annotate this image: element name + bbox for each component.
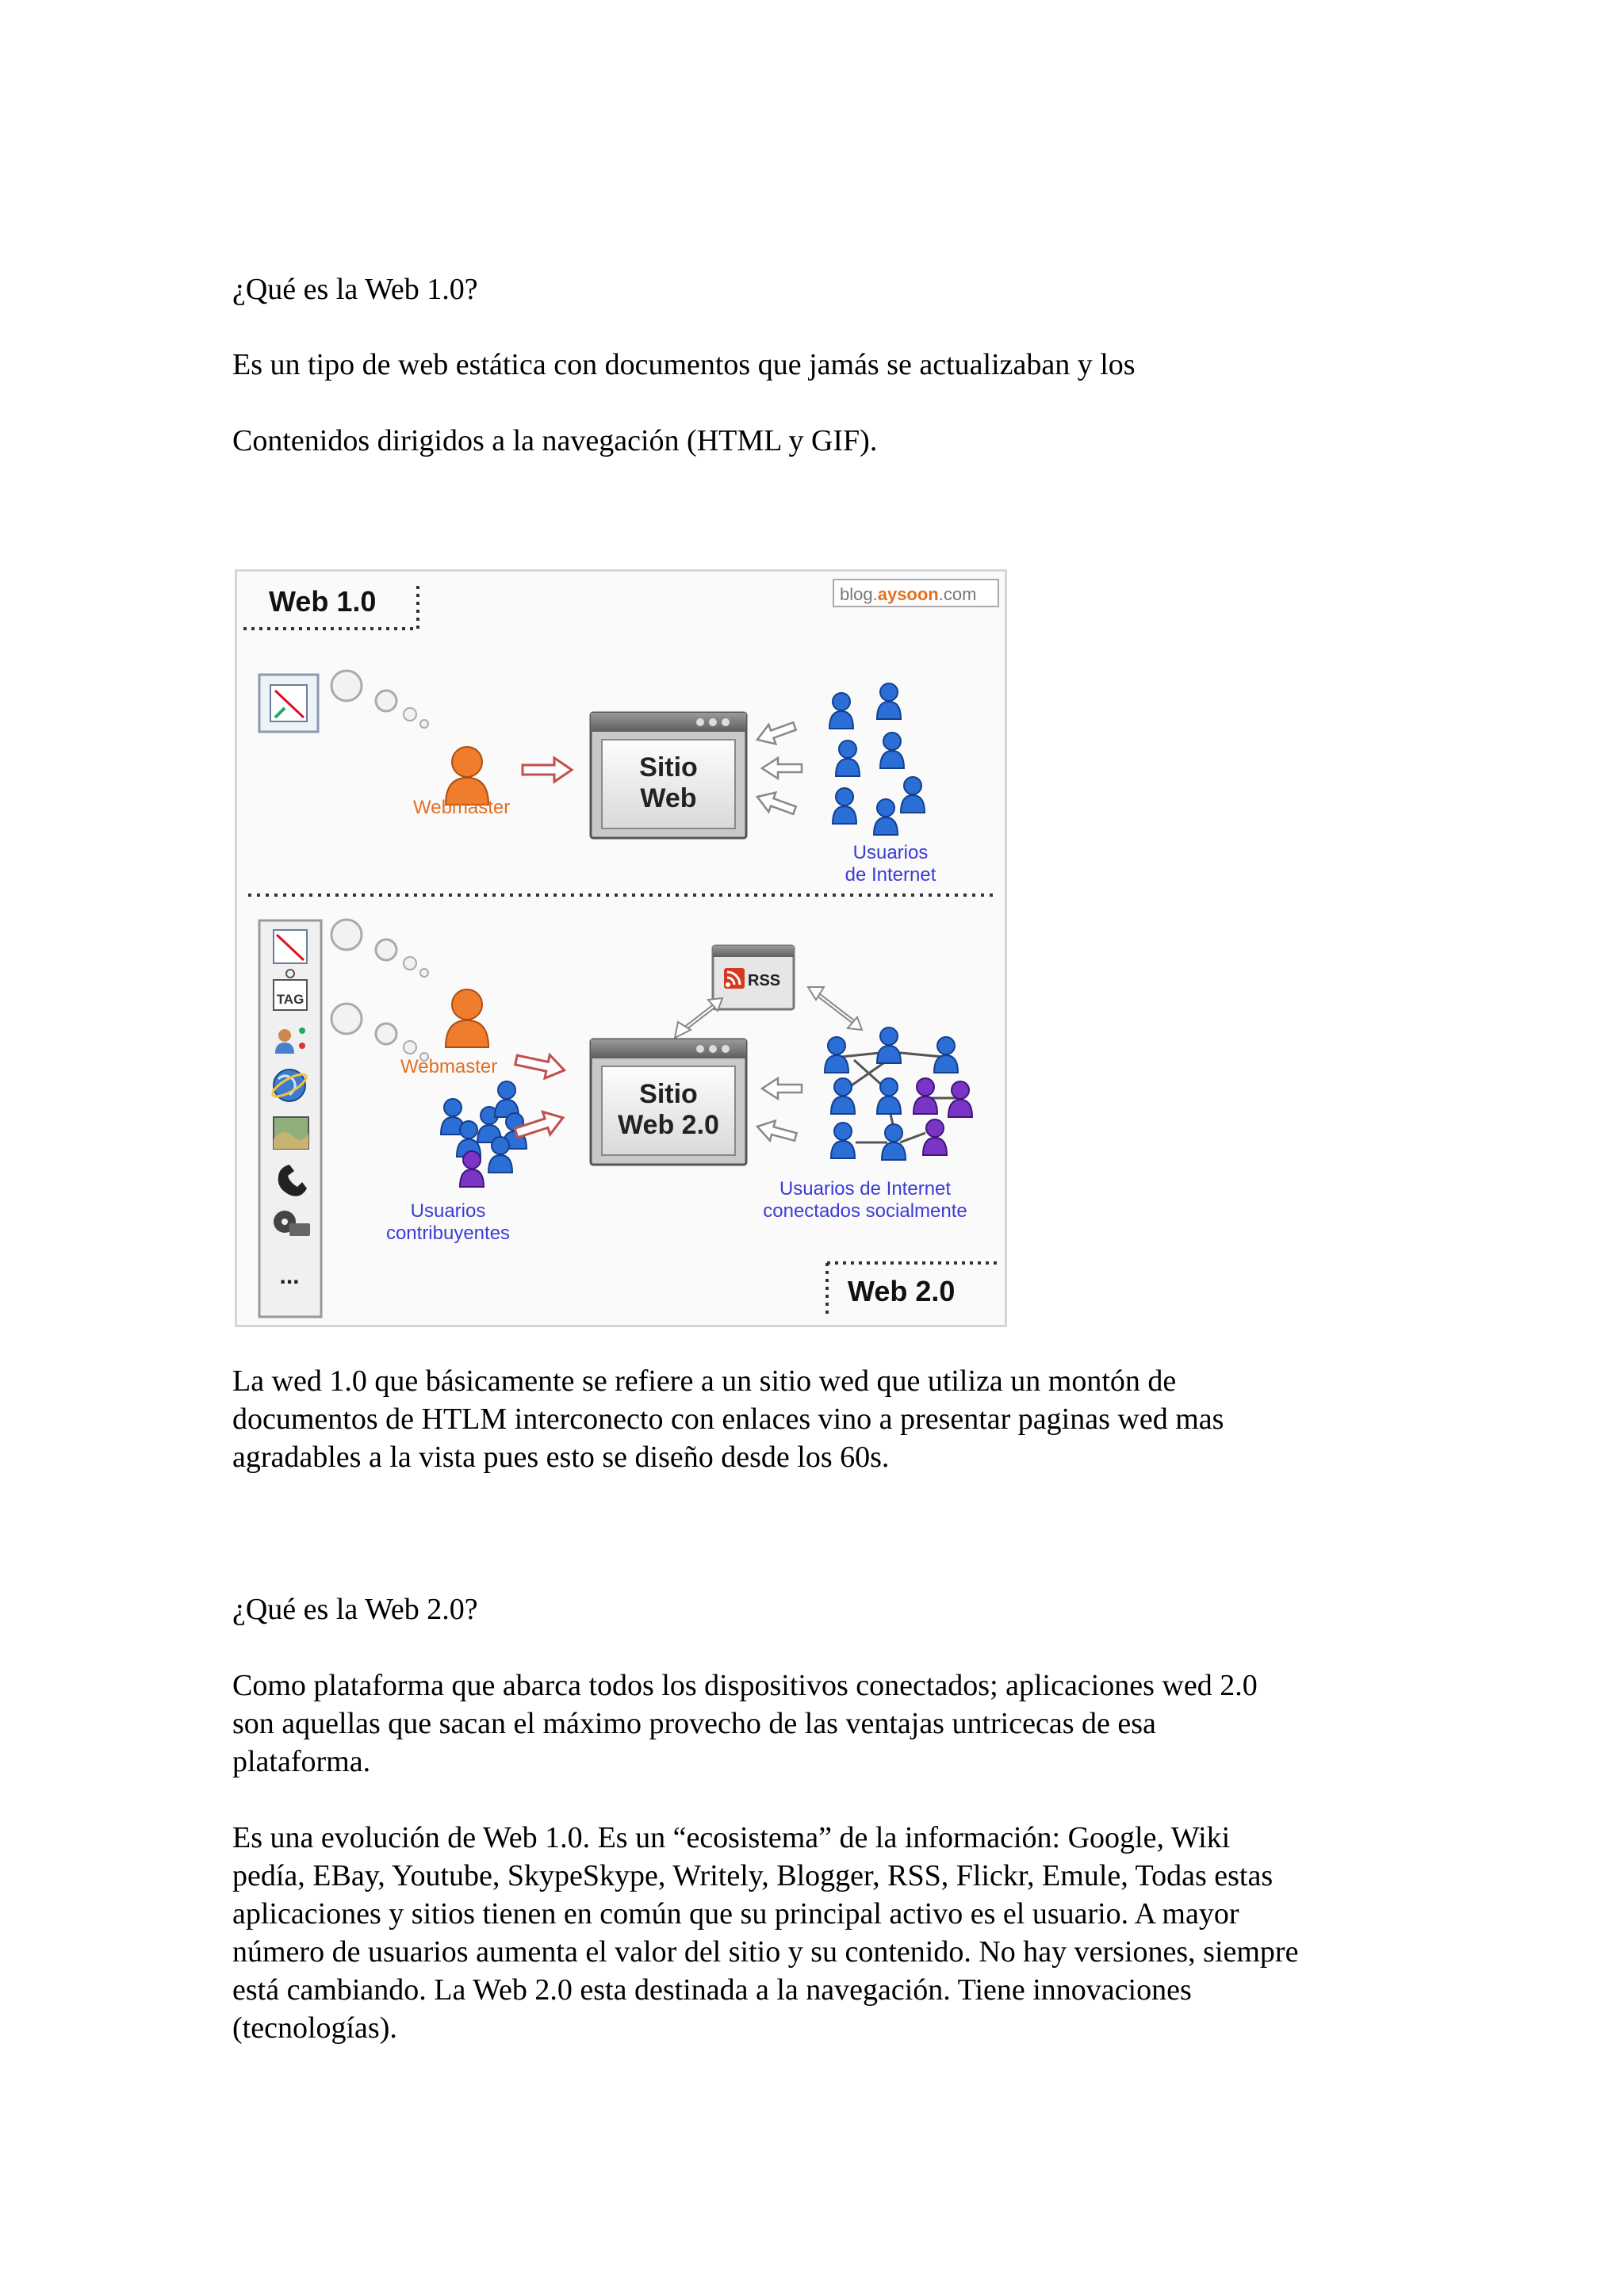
internet-users-label-line1: Usuarios: [852, 842, 929, 863]
paragraph-web2-p2-line2: pedía, EBay, Youtube, SkypeSkype, Writely, Blogger, RSS, Flickr, Emule, Todas estas: [232, 1859, 1274, 1892]
paragraph-web2-p1-line2: son aquellas que sacan el máximo provecho de las ventajas untricecas de esa: [232, 1707, 1156, 1740]
paragraph-web2-p2-line5: está cambiando. La Web 2.0 esta destinada a la navegación. Tiene innovaciones: [232, 1973, 1192, 2007]
rss-label: RSS: [748, 972, 781, 989]
heading-web1: ¿Qué es la Web 1.0?: [232, 273, 478, 306]
web2-label: Web 2.0: [848, 1275, 956, 1307]
paragraph-web2-p2-line1: Es una evolución de Web 1.0. Es un “ecosistema” de la información: Google, Wiki: [232, 1821, 1231, 1854]
photo-icon: [274, 1117, 308, 1149]
social-users-label-line1: Usuarios de Internet: [779, 1178, 952, 1200]
editor-icon: [274, 930, 307, 963]
rss-icon: [724, 968, 745, 989]
paragraph-web1-desc-line2: documentos de HTLM interconecto con enlaces vino a presentar paginas wed mas: [232, 1402, 1224, 1436]
rss-feed-box: [713, 946, 794, 1009]
paragraph-web2-p2-line6: (tecnologías).: [232, 2011, 397, 2045]
svg-text:TAG: TAG: [276, 992, 304, 1007]
contributing-users-label-line2: contribuyentes: [385, 1223, 511, 1244]
web1-vs-web2-diagram: [235, 569, 1007, 1327]
paragraph-web2-p2-line3: aplicaciones y sitios tienen en común que su principal activo es el usuario. A mayor: [232, 1897, 1239, 1931]
web1-label: Web 1.0: [269, 585, 377, 618]
contributing-users-label-line1: Usuarios: [410, 1200, 486, 1222]
editor-icon: [259, 675, 318, 732]
internet-users-label-line2: de Internet: [845, 864, 936, 886]
paragraph-web1-desc-line1: La wed 1.0 que básicamente se refiere a un sitio wed que utiliza un montón de: [232, 1364, 1177, 1398]
website-title-line2: Web: [640, 783, 697, 813]
more-tools-label: ...: [279, 1263, 300, 1289]
website-web2-title-line2: Web 2.0: [618, 1110, 719, 1140]
watermark: blog.aysoon.com: [840, 584, 977, 604]
website-title-line1: Sitio: [639, 752, 698, 783]
web2-tools-panel: [259, 920, 321, 1317]
paragraph-web2-p1-line3: plataforma.: [232, 1745, 371, 1778]
website-web2-title-line1: Sitio: [639, 1079, 698, 1109]
paragraph-web2-p1-line1: Como plataforma que abarca todos los dispositivos conectados; aplicaciones wed 2.0: [232, 1669, 1258, 1702]
paragraph-web1-desc-line3: agradables a la vista pues esto se diseño desde los 60s.: [232, 1441, 890, 1474]
paragraph-web2-p2-line4: número de usuarios aumenta el valor del sitio y su contenido. No hay versiones, siempre: [232, 1935, 1299, 1969]
heading-web2: ¿Qué es la Web 2.0?: [232, 1593, 478, 1626]
webmaster-label-web2: Webmaster: [400, 1056, 498, 1077]
paragraph-web1-line1: Es un tipo de web estática con documentos que jamás se actualizaban y los: [232, 348, 1136, 381]
social-users-label-line2: conectados socialmente: [763, 1200, 967, 1222]
webmaster-label: Webmaster: [413, 797, 511, 818]
paragraph-web1-line2: Contenidos dirigidos a la navegación (HTML y GIF).: [232, 424, 878, 457]
